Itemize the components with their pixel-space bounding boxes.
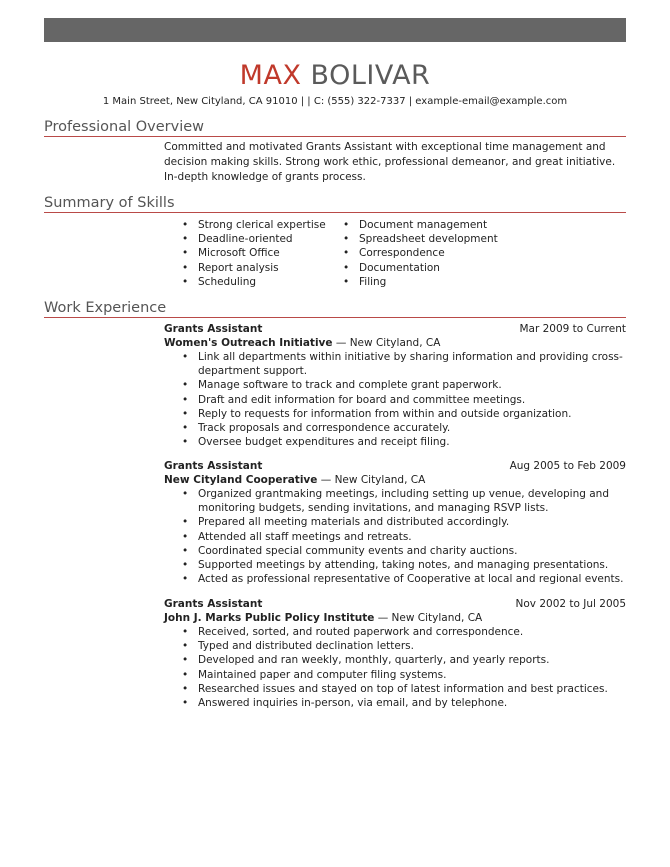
candidate-name <box>0 60 670 92</box>
job-title: Grants Assistant <box>164 598 263 610</box>
job-dates: Mar 2009 to Current <box>519 323 626 335</box>
job-duty-item: • Coordinated special community events and charity auctions. <box>164 544 626 558</box>
job-location: New Cityland, CA <box>391 612 483 624</box>
overview-text: Committed and motivated Grants Assistant with exceptional time management and decision making skills. Strong work ethic, professional demeanor, and great initiative. In-depth knowledge of grants process. <box>164 141 616 183</box>
job-title: Grants Assistant <box>164 460 263 472</box>
skill-item: • Scheduling <box>182 275 326 289</box>
job-duty-item: • Developed and ran weekly, monthly, quarterly, and yearly reports. <box>164 653 626 667</box>
job-duties-list <box>164 625 626 710</box>
job-duty-item: • Manage software to track and complete grant paperwork. <box>164 378 626 392</box>
separator-dash: — <box>374 612 392 624</box>
job-duty-item: • Answered inquiries in-person, via email, and by telephone. <box>164 696 626 710</box>
job-dates: Aug 2005 to Feb 2009 <box>509 460 626 472</box>
section-title-experience: Work Experience <box>44 300 167 316</box>
job-duty-item: • Typed and distributed declination letters. <box>164 639 626 653</box>
job-location: New Cityland, CA <box>334 474 426 486</box>
skills-list-right <box>343 218 498 289</box>
first-name: MAX <box>239 60 302 91</box>
job-entry <box>164 597 626 710</box>
job-duty-item: • Acted as professional representative of Cooperative at local and regional events. <box>164 572 626 586</box>
job-employer <box>164 336 626 350</box>
skill-item: • Deadline-oriented <box>182 232 326 246</box>
job-duty-item: • Researched issues and stayed on top of latest information and best practices. <box>164 682 626 696</box>
section-divider <box>44 136 626 137</box>
job-duty-item: • Reply to requests for information from within and outside organization. <box>164 407 626 421</box>
job-employer <box>164 473 626 487</box>
job-entry <box>164 459 626 586</box>
job-duty-item: • Organized grantmaking meetings, including setting up venue, developing and monitoring budgets, sending invitations, and managing RSVP lists. <box>164 487 626 515</box>
skill-item: • Correspondence <box>343 246 498 260</box>
job-location: New Cityland, CA <box>349 337 441 349</box>
skill-item: • Microsoft Office <box>182 246 326 260</box>
skill-item: • Document management <box>343 218 498 232</box>
contact-line: 1 Main Street, New Cityland, CA 91010 | | C: (555) 322-7337 | example-email@example.com <box>102 96 568 107</box>
job-dates: Nov 2002 to Jul 2005 <box>515 598 626 610</box>
last-name: BOLIVAR <box>310 60 431 91</box>
section-title-skills: Summary of Skills <box>44 195 175 211</box>
skill-item: • Report analysis <box>182 261 326 275</box>
skills-list-left <box>182 218 326 289</box>
section-title-overview: Professional Overview <box>44 119 205 135</box>
job-duty-item: • Supported meetings by attending, taking notes, and managing presentations. <box>164 558 626 572</box>
job-employer <box>164 611 626 625</box>
section-divider <box>44 317 626 318</box>
job-duty-item: • Oversee budget expenditures and receipt filing. <box>164 435 626 449</box>
job-header <box>164 597 626 611</box>
header-bar <box>44 18 626 42</box>
job-duties-list <box>164 487 626 586</box>
job-header <box>164 459 626 473</box>
job-duty-item: • Track proposals and correspondence accurately. <box>164 421 626 435</box>
employer-name: Women's Outreach Initiative <box>164 337 333 349</box>
job-title: Grants Assistant <box>164 323 263 335</box>
job-duty-item: • Maintained paper and computer filing systems. <box>164 668 626 682</box>
job-duty-item: • Draft and edit information for board and committee meetings. <box>164 393 626 407</box>
skill-item: • Strong clerical expertise <box>182 218 326 232</box>
separator-dash: — <box>332 337 350 349</box>
job-duty-item: • Received, sorted, and routed paperwork and correspondence. <box>164 625 626 639</box>
employer-name: New Cityland Cooperative <box>164 474 318 486</box>
skill-item: • Documentation <box>343 261 498 275</box>
employer-name: John J. Marks Public Policy Institute <box>164 612 375 624</box>
skill-item: • Spreadsheet development <box>343 232 498 246</box>
job-duty-item: • Attended all staff meetings and retreats. <box>164 530 626 544</box>
separator-dash: — <box>317 474 335 486</box>
job-header <box>164 322 626 336</box>
skill-item: • Filing <box>343 275 498 289</box>
job-duties-list <box>164 350 626 449</box>
section-divider <box>44 212 626 213</box>
job-duty-item: • Prepared all meeting materials and distributed accordingly. <box>164 515 626 529</box>
job-entry <box>164 322 626 449</box>
job-duty-item: • Link all departments within initiative by sharing information and providing cross-department support. <box>164 350 626 378</box>
